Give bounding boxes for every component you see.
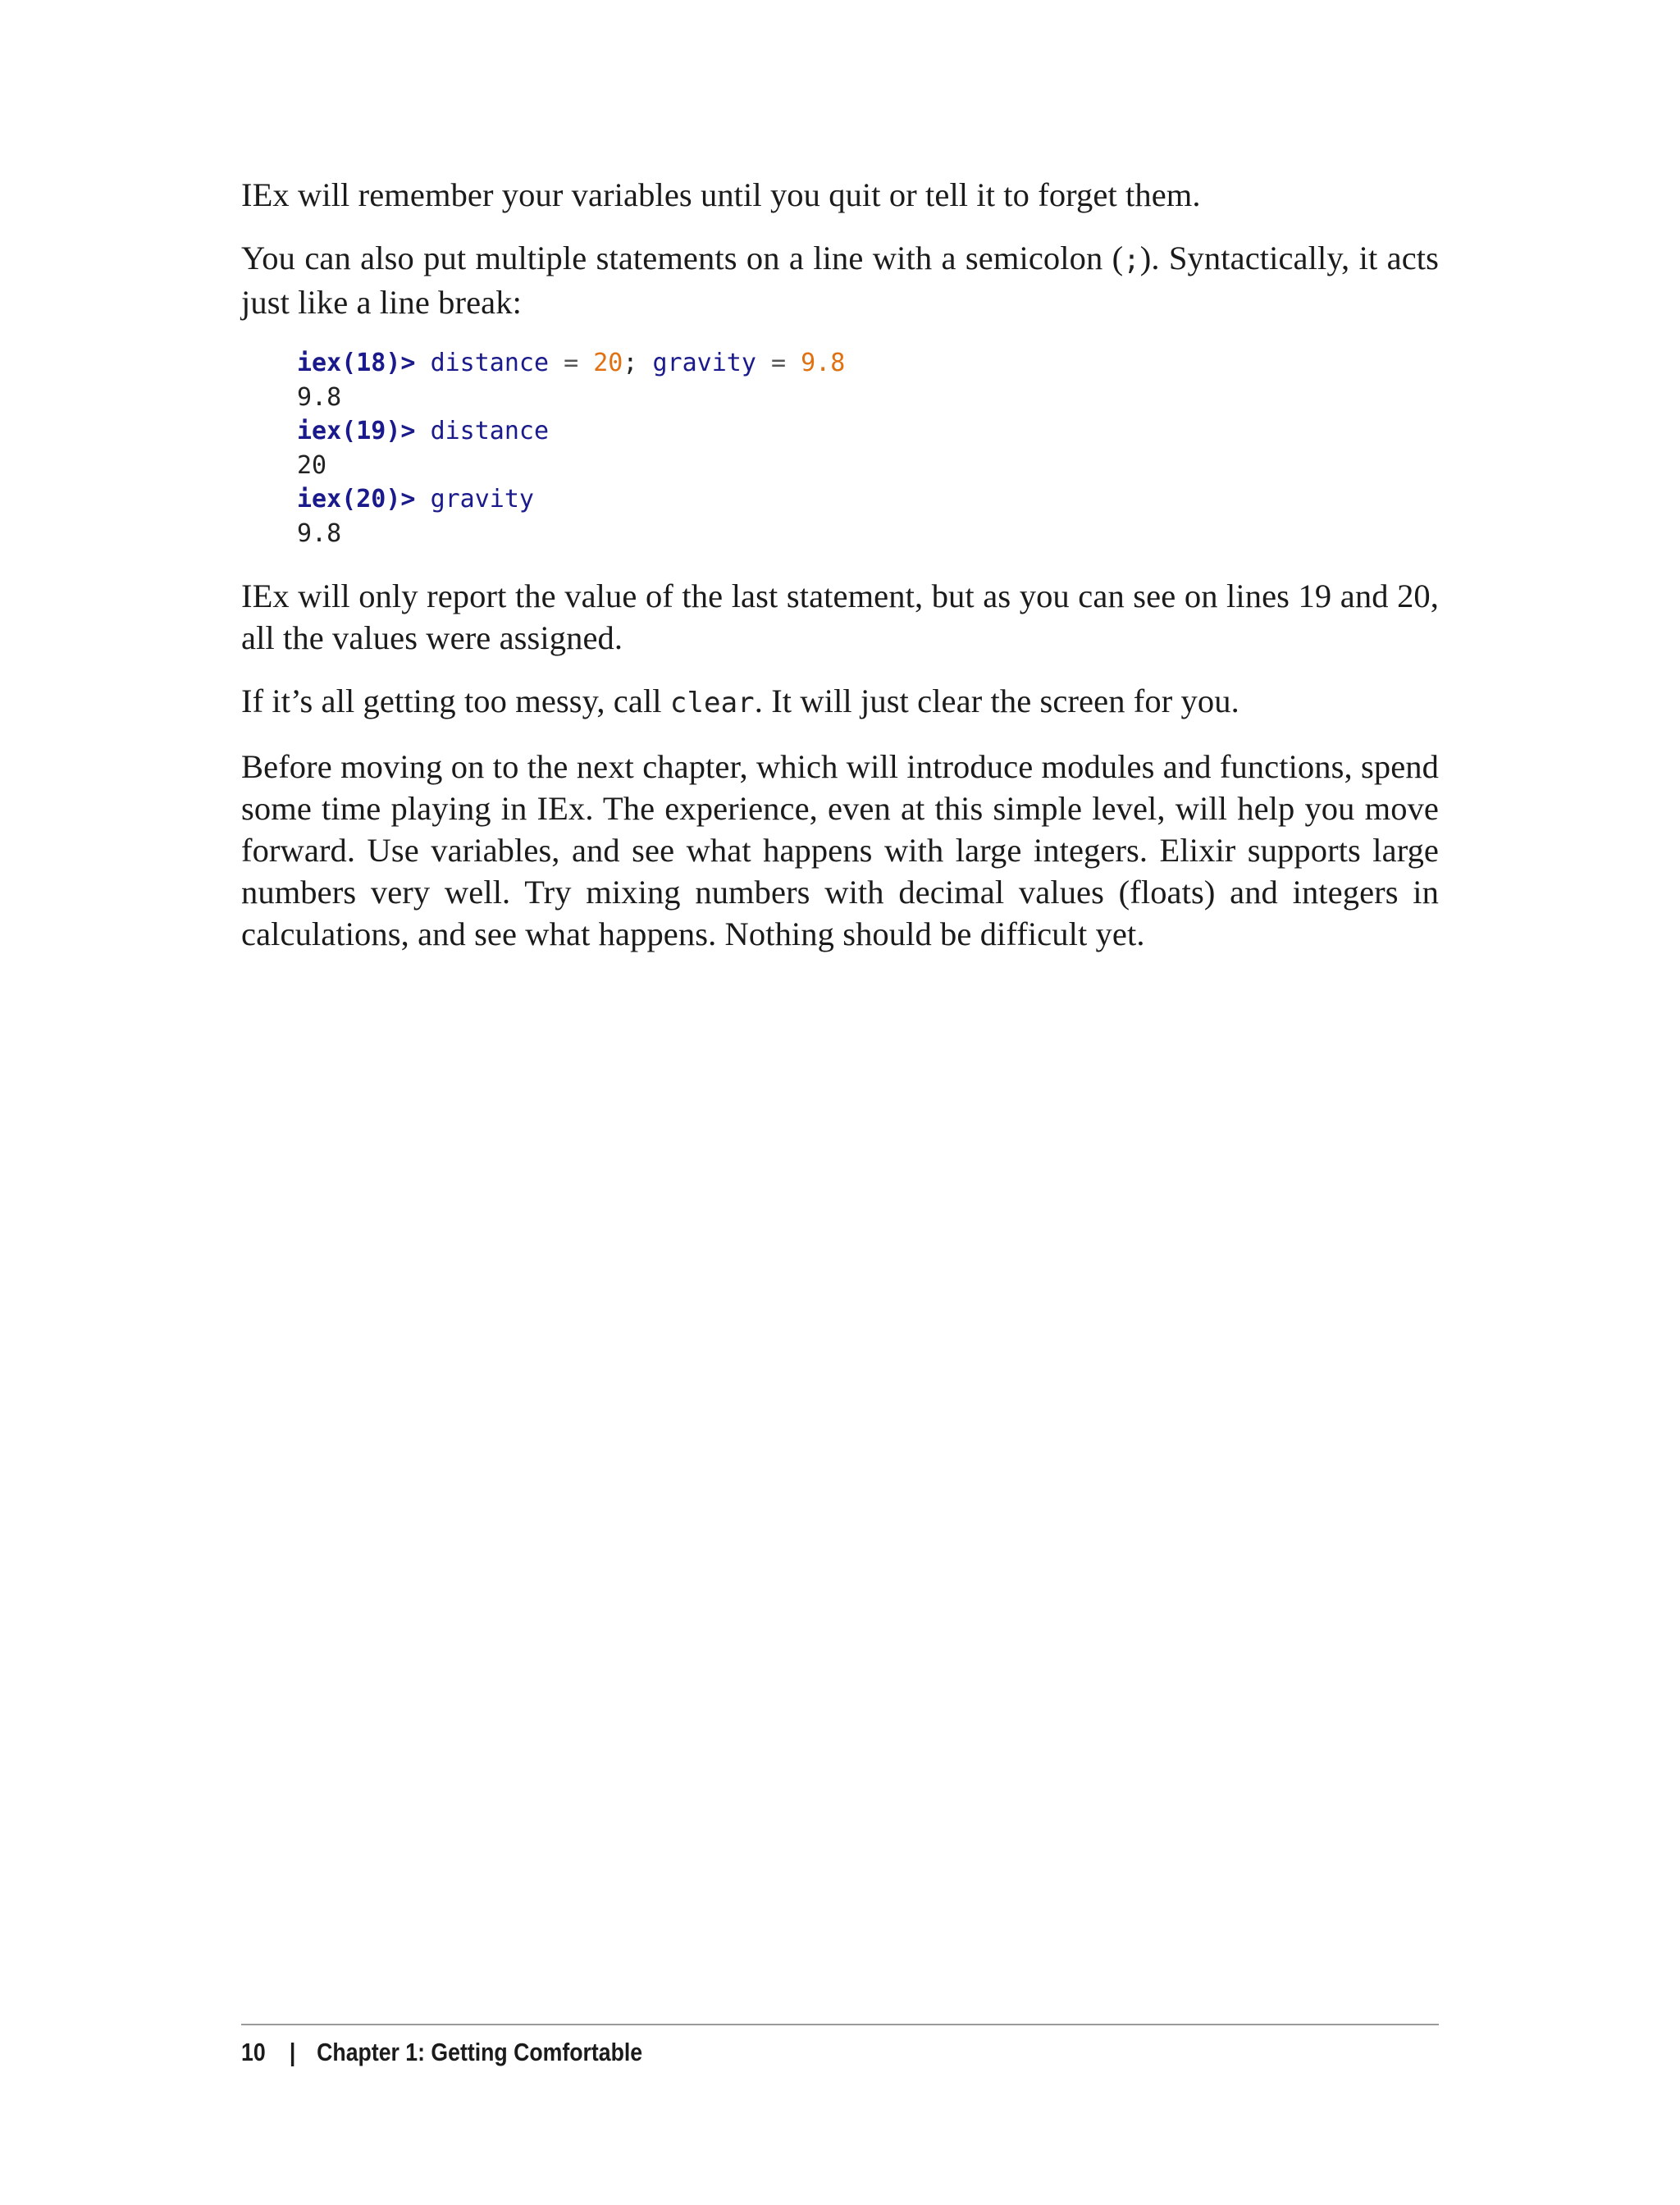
code-block-iex — [297, 346, 1439, 550]
paragraph-clear-text-1: If it’s all getting too messy, call — [241, 682, 670, 719]
code-line-iex18 — [297, 346, 1439, 381]
code-output: 9.8 — [297, 518, 342, 548]
code-output: 9.8 — [297, 382, 342, 412]
code-line-iex19 — [297, 414, 1439, 449]
iex-prompt: iex(20)> — [297, 485, 416, 514]
paragraph-clear — [241, 680, 1439, 724]
footer-separator: | — [289, 2038, 296, 2066]
page-body — [241, 174, 1439, 976]
page-number: 10 — [241, 2038, 266, 2066]
code-output: 20 — [297, 450, 327, 480]
paragraph-semicolon-text-2: ). Syntactically, it acts just like a line break: — [241, 240, 1439, 321]
chapter-title: Chapter 1: Getting Comfortable — [317, 2038, 643, 2066]
inline-code-semicolon: ; — [1123, 244, 1140, 276]
iex-prompt: iex(18)> — [297, 349, 416, 377]
code-identifier: distance — [430, 349, 550, 377]
code-number: 9.8 — [801, 349, 846, 377]
code-operator: = — [771, 349, 787, 377]
code-operator: = — [564, 349, 579, 377]
code-identifier: gravity — [430, 485, 534, 514]
page-footer — [241, 2034, 642, 2070]
code-number: 20 — [593, 349, 623, 377]
code-identifier: gravity — [652, 349, 756, 377]
inline-code-clear: clear — [669, 687, 755, 719]
paragraph-semicolon-text-1: You can also put multiple statements on a line with a semicolon ( — [241, 240, 1124, 276]
iex-prompt: iex(19)> — [297, 417, 416, 445]
code-identifier: distance — [430, 417, 550, 445]
code-line-iex20 — [297, 482, 1439, 517]
code-punctuation: ; — [623, 349, 638, 377]
paragraph-before-moving-on: Before moving on to the next chapter, which will introduce modules and functions, spend some time playing in IEx. The experience, even at this simple level, will help you move forward. Use variables, and see what happens with large integers. Elixir supports large numbers very well. Try mixing numbers with decimal values (floats) and integers in calculations, and see what happens. Nothing should be difficult yet. — [241, 748, 1439, 952]
paragraph-clear-text-2: . It will just clear the screen for you. — [754, 682, 1239, 719]
paragraph-semicolon — [241, 237, 1439, 323]
footer-divider — [241, 2024, 1439, 2025]
paragraph-last-statement: IEx will only report the value of the last statement, but as you can see on lines 19 and 20, all the values were assigned. — [241, 578, 1439, 656]
paragraph-remember-variables: IEx will remember your variables until you quit or tell it to forget them. — [241, 176, 1201, 213]
